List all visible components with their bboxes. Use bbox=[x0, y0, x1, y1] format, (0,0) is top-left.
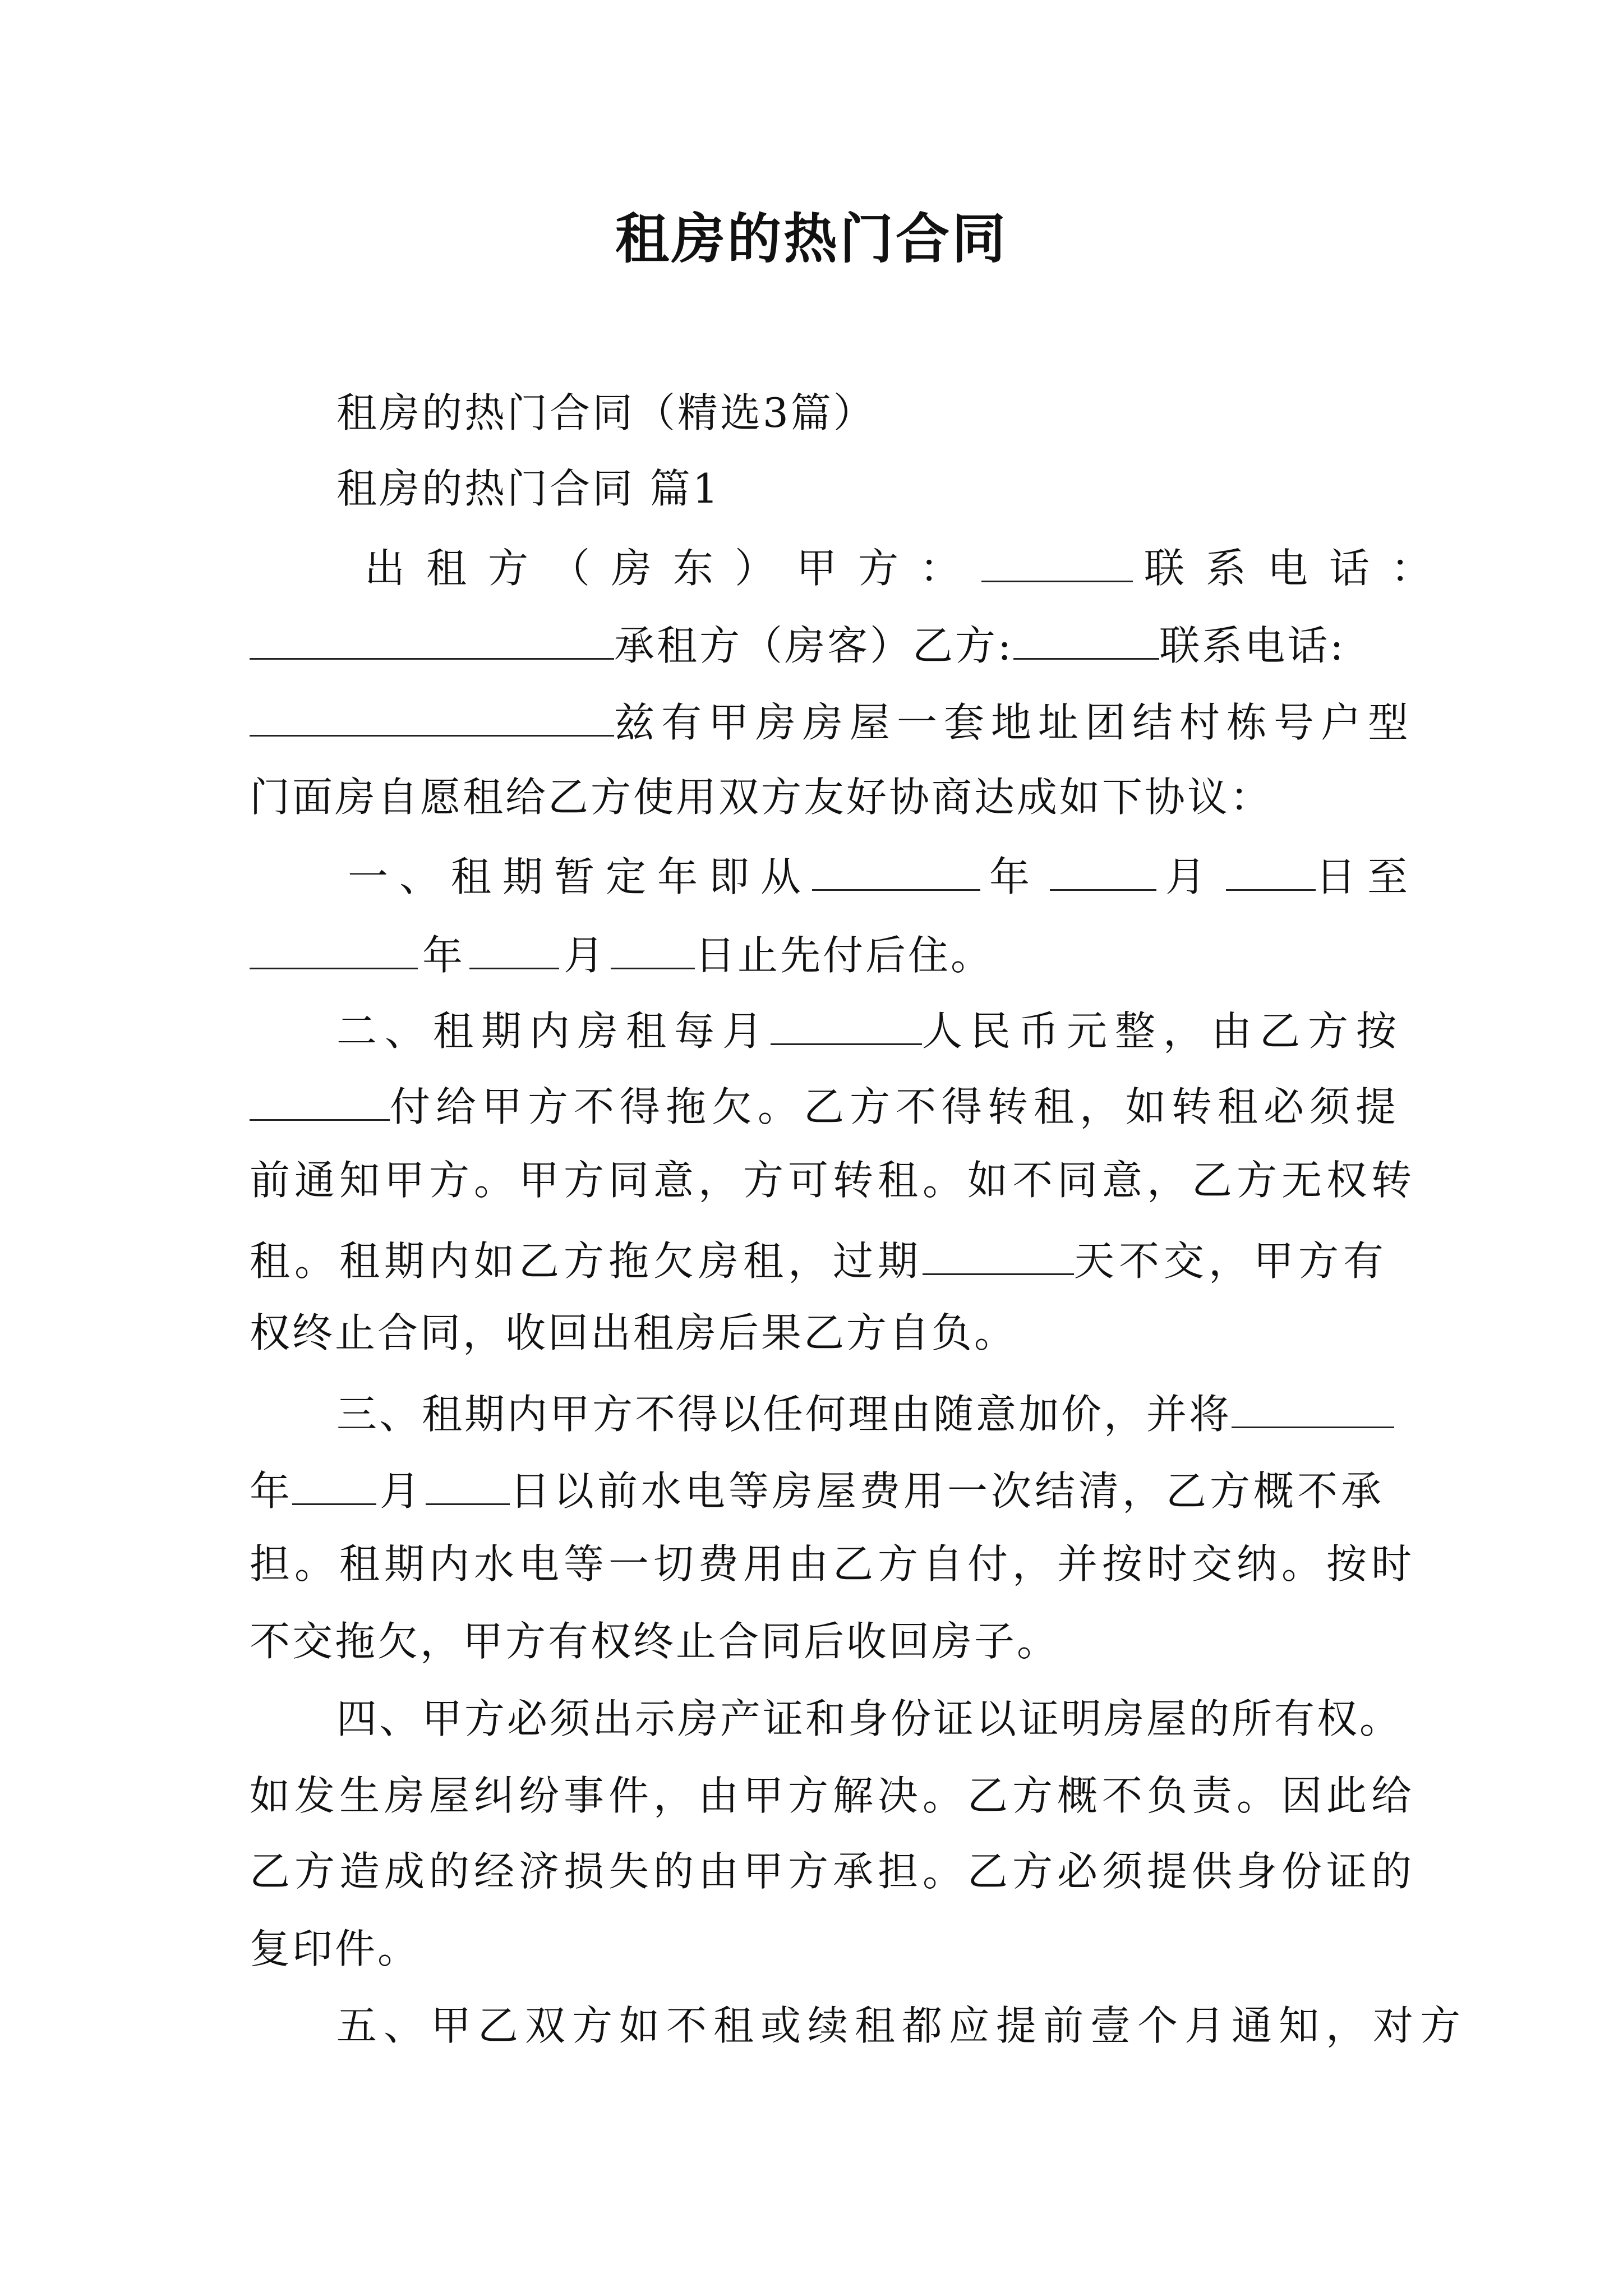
text-segment: 年 bbox=[422, 931, 465, 979]
section-heading: 租房的热门合同 篇1 bbox=[336, 465, 721, 512]
text-segment: 月 bbox=[1165, 853, 1218, 900]
text-segment: 一、租期暂定年即从 bbox=[348, 853, 813, 900]
text-segment: 天不交，甲方有 bbox=[1074, 1237, 1389, 1285]
paragraph-line bbox=[336, 1007, 1469, 1055]
paragraph-line: 权终止合同，收回出租房后果乙方自负。 bbox=[250, 1309, 1017, 1356]
fill-blank bbox=[250, 622, 614, 660]
document-title: 租房的热门合同 bbox=[615, 207, 1008, 270]
text-segment: 出租方（房东）甲方： bbox=[365, 544, 982, 592]
text-segment: 日止先付后住。 bbox=[695, 931, 994, 979]
fill-blank bbox=[611, 931, 695, 969]
text-segment: 月 bbox=[380, 1467, 423, 1515]
text-segment: 联系电话： bbox=[1144, 544, 1453, 592]
paragraph-line bbox=[365, 544, 1497, 592]
text-segment: 三、租期内甲方不得以任何理由随意加价，并将 bbox=[336, 1390, 1232, 1438]
paragraph-line bbox=[348, 853, 1481, 900]
text-segment: 承租方（房客）乙方: bbox=[614, 622, 1014, 669]
fill-blank bbox=[1232, 1390, 1394, 1428]
paragraph-line: 五、甲乙双方如不租或续租都应提前壹个月通知，对方 bbox=[336, 2002, 1468, 2049]
text-segment: 兹有甲房房屋一套地址团结村栋号户型 bbox=[614, 698, 1415, 746]
fill-blank bbox=[923, 1237, 1074, 1275]
paragraph-line: 复印件。 bbox=[250, 1925, 421, 1972]
paragraph-line bbox=[250, 1237, 1389, 1285]
paragraph-line bbox=[336, 1390, 1469, 1438]
text-segment: 联系电话: bbox=[1159, 622, 1346, 669]
fill-blank bbox=[771, 1007, 922, 1045]
paragraph-line: 乙方造成的经济损失的由甲方承担。乙方必须提供身份证的 bbox=[250, 1848, 1417, 1895]
paragraph-line: 不交拖欠，甲方有权终止合同后收回房子。 bbox=[250, 1618, 1060, 1665]
fill-blank bbox=[292, 1467, 376, 1505]
paragraph-line bbox=[250, 1467, 1385, 1515]
paragraph-line bbox=[250, 698, 1415, 746]
paragraph-line: 四、甲方必须出示房产证和身份证以证明房屋的所有权。 bbox=[336, 1695, 1403, 1742]
paragraph-line: 门面房自愿租给乙方使用双方友好协商达成如下协议： bbox=[250, 774, 1273, 821]
text-segment: 二、租期内房租每月 bbox=[336, 1007, 771, 1055]
text-segment: 年 bbox=[250, 1467, 293, 1515]
text-segment: 年 bbox=[989, 853, 1041, 900]
paragraph-line: 如发生房屋纠纷事件，由甲方解决。乙方概不负责。因此给 bbox=[250, 1772, 1417, 1819]
fill-blank bbox=[812, 853, 980, 891]
text-segment: 付给甲方不得拖欠。乙方不得转租，如转租必须提 bbox=[390, 1083, 1402, 1130]
text-segment: 人民币元整，由乙方按 bbox=[922, 1007, 1405, 1055]
text-segment: 月 bbox=[564, 931, 607, 979]
paragraph-line: 前通知甲方。甲方同意，方可转租。如不同意，乙方无权转 bbox=[250, 1157, 1417, 1204]
fill-blank bbox=[250, 1083, 390, 1121]
fill-blank bbox=[981, 544, 1133, 582]
subtitle: 租房的热门合同（精选3篇） bbox=[336, 389, 876, 436]
fill-blank bbox=[250, 698, 614, 737]
fill-blank bbox=[1050, 853, 1156, 891]
fill-blank bbox=[1226, 853, 1316, 891]
text-segment: 日以前水电等房屋费用一次结清，乙方概不承 bbox=[510, 1467, 1385, 1515]
fill-blank bbox=[426, 1467, 510, 1505]
paragraph-line bbox=[250, 1083, 1402, 1130]
text-segment: 租。租期内如乙方拖欠房租，过期 bbox=[250, 1237, 923, 1285]
paragraph-line: 担。租期内水电等一切费用由乙方自付，并按时交纳。按时 bbox=[250, 1540, 1417, 1588]
paragraph-line bbox=[250, 931, 1382, 979]
fill-blank bbox=[1013, 622, 1159, 660]
text-segment: 日至 bbox=[1316, 853, 1419, 900]
paragraph-line bbox=[250, 622, 1382, 669]
fill-blank bbox=[469, 931, 559, 969]
fill-blank bbox=[250, 931, 418, 969]
